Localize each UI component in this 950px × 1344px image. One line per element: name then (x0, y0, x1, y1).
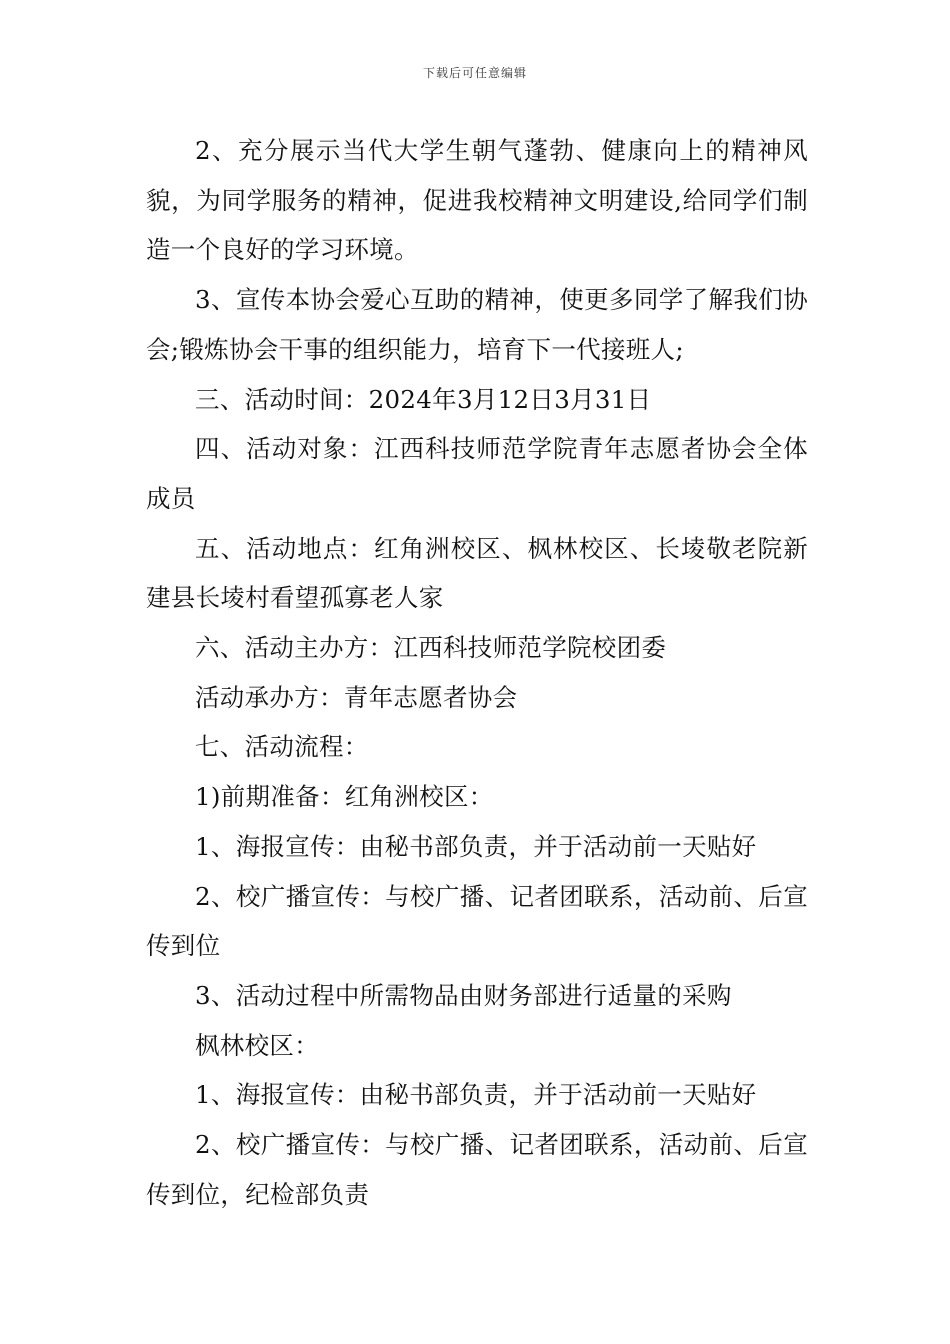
page-header-note: 下载后可任意编辑 (422, 66, 527, 80)
paragraph-purchase: 3、活动过程中所需物品由财务部进行适量的采购 (195, 980, 732, 1010)
paragraph-poster-1: 1、海报宣传：由秘书部负责，并于活动前一天贴好 (195, 831, 757, 861)
paragraph-activity-location: 五、活动地点：红角洲校区、枫林校区、长堎敬老院新建县长堎村看望孤寡老人家 (146, 533, 808, 613)
paragraph-activity-target: 四、活动对象：江西科技师范学院青年志愿者协会全体成员 (146, 434, 808, 513)
paragraph-preparation-hongjiaozhou: 1)前期准备：红角洲校区： (195, 782, 494, 812)
paragraph-objective-2: 2、充分展示当代大学生朝气蓬勃、健康向上的精神风貌，为同学服务的精神，促进我校精神文明建设,给同学们制造一个良好的学习环境。 (146, 136, 808, 265)
paragraph-poster-2: 1、海报宣传：由秘书部负责，并于活动前一天贴好 (195, 1080, 757, 1110)
document-body (146, 126, 808, 1219)
paragraph-broadcast-2: 2、校广播宣传：与校广播、记者团联系，活动前、后宣传到位，纪检部负责 (146, 1130, 808, 1209)
paragraph-objective-3: 3、宣传本协会爱心互助的精神，使更多同学了解我们协会;锻炼协会干事的组织能力，培育下一代接班人; (146, 285, 808, 364)
paragraph-process-heading: 七、活动流程： (195, 732, 369, 762)
paragraph-fenglin-campus: 枫林校区： (195, 1030, 319, 1060)
paragraph-organizer: 六、活动主办方：江西科技师范学院校团委 (195, 633, 667, 663)
paragraph-activity-time: 三、活动时间：2024年3月12日3月31日 (195, 384, 652, 414)
paragraph-broadcast-1: 2、校广播宣传：与校广播、记者团联系，活动前、后宣传到位 (146, 881, 808, 961)
paragraph-co-organizer: 活动承办方：青年志愿者协会 (195, 682, 518, 712)
